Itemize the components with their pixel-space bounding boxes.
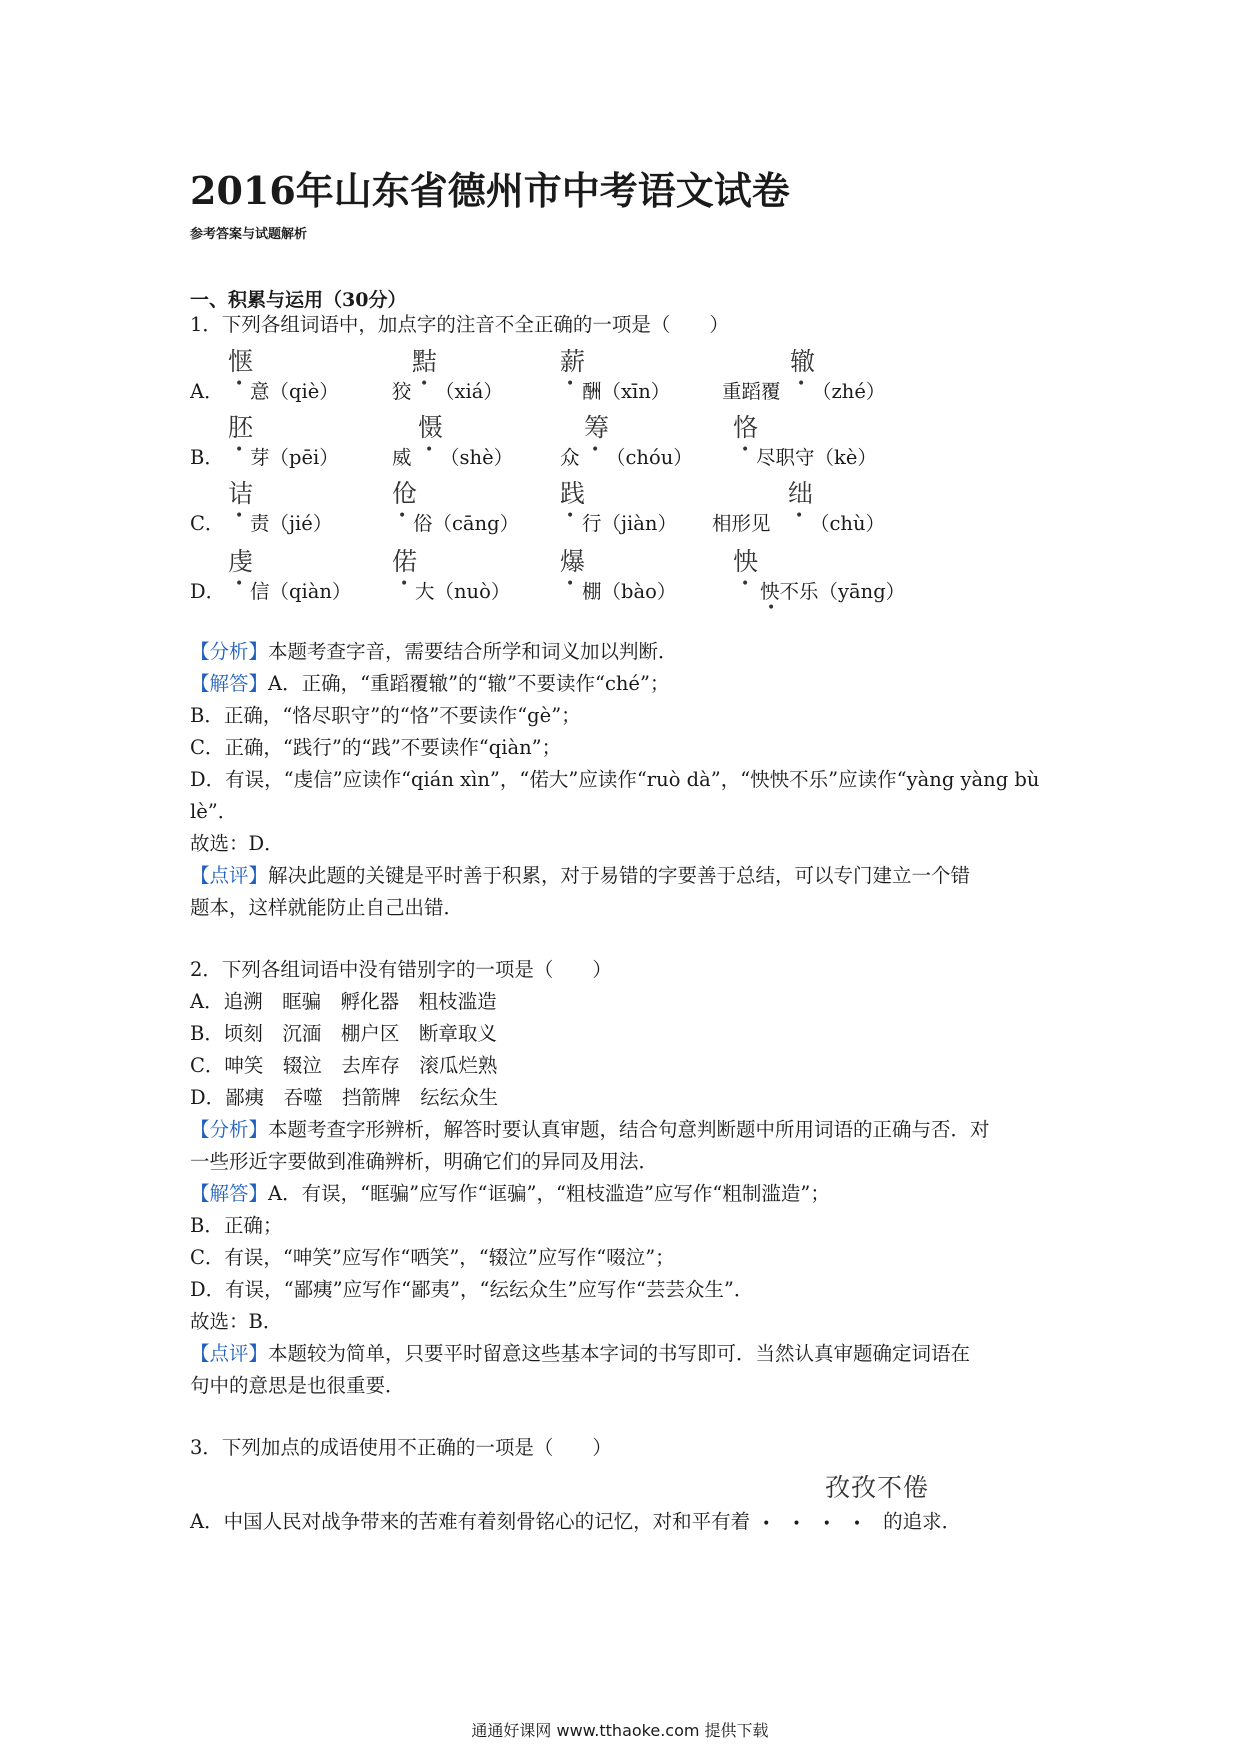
- q2-comment-line-2: 句中的意思是也很重要．: [190, 1374, 405, 1397]
- q1-b-label: B．: [190, 446, 224, 469]
- q1-b-char-4: 恪: [733, 413, 759, 442]
- q1-b-word-5: （chóu）: [606, 446, 693, 469]
- q1-answer-line-2: B．正确，“恪尽职守”的“恪”不要读作“gè”；: [190, 704, 581, 727]
- q1-d-word-3: 棚（bào）: [582, 580, 677, 603]
- q1-b-word-6: 尽职守（kè）: [756, 446, 877, 469]
- q3-stem: 3．下列加点的成语使用不正确的一项是（ ）: [190, 1436, 612, 1459]
- q1-c-word-4: 相形见: [712, 512, 771, 535]
- q1-b-word-2: 威: [392, 446, 412, 469]
- emphasis-dot-icon: •: [795, 508, 804, 524]
- q2-answer-line-4: D．有误，“鄙痍”应写作“鄙夷”，“纭纭众生”应写作“芸芸众生”．: [190, 1278, 754, 1301]
- section-heading: 一、积累与运用（30分）: [190, 289, 407, 311]
- q3-option-a: [190, 1508, 961, 1538]
- q1-b-char-3: 筹: [584, 413, 610, 442]
- emphasis-dot-icon: •: [425, 442, 434, 458]
- answer-tag: 【解答】: [190, 1182, 269, 1205]
- q1-d-word-2: 大（nuò）: [415, 580, 511, 603]
- q1-d-char-2: 偌: [392, 547, 418, 576]
- q1-c-word-3: 行（jiàn）: [582, 512, 677, 535]
- q1-answer-line-6: 故选：D．: [190, 832, 284, 855]
- q1-a-word-5: 重蹈覆: [722, 380, 781, 403]
- emphasis-dot-icon: •: [400, 576, 409, 592]
- emphasis-dot-icon: •: [797, 376, 806, 392]
- q2-option-c: C．呻笑 辍泣 去库存 滚瓜烂熟: [190, 1054, 498, 1077]
- q1-c-label: C．: [190, 512, 225, 535]
- q1-answer-line-5: lè”．: [190, 800, 238, 823]
- page-subtitle: 参考答案与试题解析: [190, 227, 308, 242]
- q2-analysis-line-1: [190, 1116, 990, 1144]
- q1-stem: 1．下列各组词语中，加点字的注音不全正确的一项是（ ）: [190, 313, 729, 336]
- q1-b-char-2: 慑: [418, 413, 444, 442]
- emphasis-dot-icon: •: [767, 600, 776, 616]
- q1-a-word-2: 狡: [392, 380, 412, 403]
- q1-comment-text-1: 解决此题的关键是平时善于积累，对于易错的字要善于总结，可以专门建立一个错: [268, 864, 971, 887]
- q2-answer-text-1: A．有误，“眶骗”应写作“诓骗”，“粗枝滥造”应写作“粗制滥造”；: [268, 1182, 830, 1205]
- q3-emphasized-idiom: 孜孜不倦: [825, 1473, 930, 1502]
- q1-analysis-text: 本题考查字音，需要结合所学和词义加以判断．: [268, 640, 678, 663]
- q2-option-a: A．追溯 眶骗 孵化器 粗枝滥造: [190, 990, 497, 1013]
- q1-c-char-2: 伧: [392, 479, 418, 508]
- q2-comment-text-1: 本题较为简单，只要平时留意这些基本字词的书写即可．当然认真审题确定词语在: [268, 1342, 971, 1365]
- page-title: 2016年山东省德州市中考语文试卷: [190, 168, 790, 213]
- emphasis-dot-icon: •: [235, 442, 244, 458]
- q1-d-char-1: 虔: [228, 547, 254, 576]
- q1-b-char-1: 胚: [228, 413, 254, 442]
- emphasis-dot-icon: •: [235, 576, 244, 592]
- emphasis-dot-icon: •: [741, 442, 750, 458]
- q2-option-b: B．顷刻 沉湎 棚户区 断章取义: [190, 1022, 497, 1045]
- q3-option-a-text: A．中国人民对战争带来的苦难有着刻骨铭心的记忆，对和平有着: [190, 1510, 751, 1533]
- q1-comment-line-2: 题本，这样就能防止自己出错．: [190, 896, 464, 919]
- q1-comment-line-1: [190, 862, 970, 890]
- emphasis-dot-icon: •: [566, 508, 575, 524]
- q1-c-word-1: 责（jié）: [250, 512, 333, 535]
- q2-answer-line-2: B．正确；: [190, 1214, 283, 1237]
- q1-c-word-2: 俗（cāng）: [413, 512, 520, 535]
- q1-d-word-1: 信（qiàn）: [250, 580, 352, 603]
- emphasis-dot-icon: •: [235, 376, 244, 392]
- q1-b-word-3: （shè）: [440, 446, 514, 469]
- q2-answer-line-1: [190, 1180, 830, 1208]
- q2-comment-line-1: [190, 1340, 970, 1368]
- emphasis-dots-icon: ••••: [762, 1516, 884, 1532]
- q1-c-char-3: 践: [560, 479, 586, 508]
- q1-c-char-4: 绌: [788, 479, 814, 508]
- emphasis-dot-icon: •: [566, 576, 575, 592]
- q1-a-word-3: （xiá）: [435, 380, 503, 403]
- q1-answer-line-1: [190, 670, 669, 698]
- q2-option-d: D．鄙痍 吞噬 挡箭牌 纭纭众生: [190, 1086, 499, 1109]
- q1-answer-line-4: D．有误，“虔信”应读作“qián xìn”，“偌大”应读作“ruò dà”，“怏怏不乐”应读作“yàng yàng bù: [190, 768, 1040, 791]
- q1-answer-text-1: A．正确，“重蹈覆辙”的“辙”不要读作“ché”；: [268, 672, 670, 695]
- emphasis-dot-icon: •: [398, 508, 407, 524]
- q2-analysis-text-1: 本题考查字形辨析，解答时要认真审题，结合句意判断题中所用词语的正确与否．对: [268, 1118, 990, 1141]
- q2-answer-line-3: C．有误，“呻笑”应写作“哂笑”，“辍泣”应写作“啜泣”；: [190, 1246, 675, 1269]
- q2-answer-line-5: 故选：B．: [190, 1310, 283, 1333]
- q1-a-char-3: 薪: [560, 347, 586, 376]
- comment-tag: 【点评】: [190, 864, 269, 887]
- q1-d-word-4: 怏不乐（yāng）: [760, 580, 906, 603]
- q1-a-char-2: 黠: [412, 347, 438, 376]
- q1-a-word-1: 意（qiè）: [250, 380, 339, 403]
- analysis-tag: 【分析】: [190, 1118, 269, 1141]
- comment-tag: 【点评】: [190, 1342, 269, 1365]
- q1-d-char-3: 爆: [560, 547, 586, 576]
- q3-option-a-tail: 的追求．: [883, 1510, 962, 1533]
- emphasis-dot-icon: •: [591, 442, 600, 458]
- emphasis-dot-icon: •: [741, 576, 750, 592]
- q1-a-word-6: （zhé）: [812, 380, 886, 403]
- answer-tag: 【解答】: [190, 672, 269, 695]
- q1-a-label: A．: [190, 380, 224, 403]
- q1-a-word-4: 酬（xīn）: [582, 380, 671, 403]
- emphasis-dot-icon: •: [235, 508, 244, 524]
- q1-answer-line-3: C．正确，“践行”的“践”不要读作“qiàn”；: [190, 736, 562, 759]
- emphasis-dot-icon: •: [566, 376, 575, 392]
- q1-b-word-1: 芽（pēi）: [250, 446, 339, 469]
- q1-b-word-4: 众: [560, 446, 580, 469]
- q2-stem: 2．下列各组词语中没有错别字的一项是（ ）: [190, 958, 612, 981]
- emphasis-dot-icon: •: [420, 376, 429, 392]
- q1-a-char-4: 辙: [790, 347, 816, 376]
- q1-c-char-1: 诘: [228, 479, 254, 508]
- q1-analysis: [190, 638, 678, 666]
- analysis-tag: 【分析】: [190, 640, 269, 663]
- q1-a-char-1: 惬: [228, 347, 254, 376]
- q1-c-word-5: （chù）: [810, 512, 886, 535]
- page-footer: 通通好课网 www.tthaoke.com 提供下载: [471, 1721, 769, 1740]
- q1-d-label: D．: [190, 580, 226, 603]
- q2-analysis-line-2: 一些形近字要做到准确辨析，明确它们的异同及用法．: [190, 1150, 659, 1173]
- q1-d-char-4: 怏: [733, 547, 759, 576]
